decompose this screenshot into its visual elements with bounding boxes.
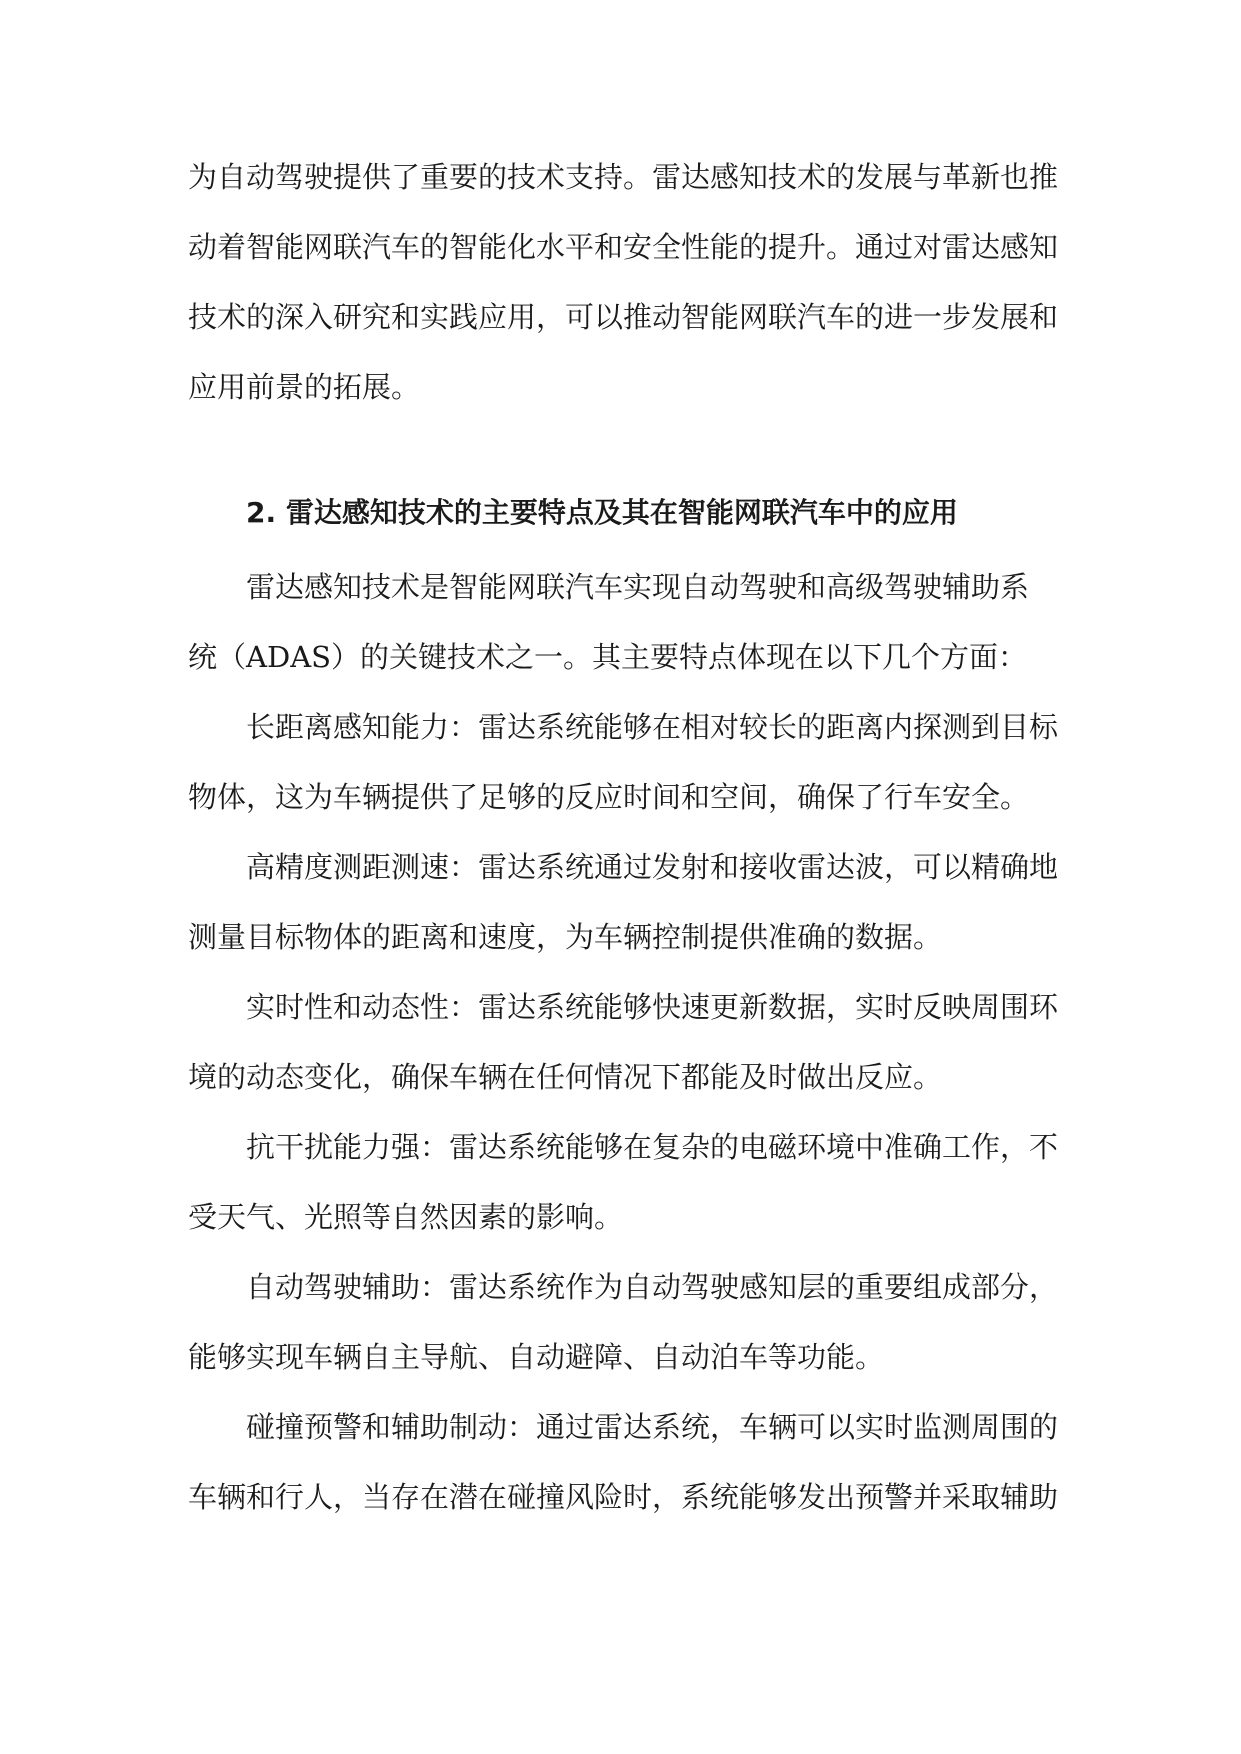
paragraph-line: 境的动态变化，确保车辆在任何情况下都能及时做出反应。 xyxy=(188,1060,943,1094)
paragraph-line: 为自动驾驶提供了重要的技术支持。雷达感知技术的发展与革新也推 xyxy=(188,160,1059,194)
paragraph-line: 动着智能网联汽车的智能化水平和安全性能的提升。通过对雷达感知 xyxy=(188,230,1059,264)
paragraph-line: 抗干扰能力强：雷达系统能够在复杂的电磁环境中准确工作，不 xyxy=(246,1130,1059,1164)
section-heading: 2. 雷达感知技术的主要特点及其在智能网联汽车中的应用 xyxy=(246,496,958,529)
paragraph-line: 技术的深入研究和实践应用，可以推动智能网联汽车的进一步发展和 xyxy=(188,300,1059,334)
paragraph-line: 长距离感知能力：雷达系统能够在相对较长的距离内探测到目标 xyxy=(246,710,1059,744)
body-paragraph xyxy=(188,1112,1058,1252)
body-paragraph xyxy=(188,1252,1058,1392)
paragraph-line: 测量目标物体的距离和速度，为车辆控制提供准确的数据。 xyxy=(188,920,943,954)
intro-paragraph xyxy=(188,142,1058,422)
page-content xyxy=(188,142,1058,1532)
body-paragraph xyxy=(188,1392,1058,1532)
body-paragraph xyxy=(188,692,1058,832)
paragraph-line: 高精度测距测速：雷达系统通过发射和接收雷达波，可以精确地 xyxy=(246,850,1059,884)
body-paragraph xyxy=(188,832,1058,972)
paragraph-line: 物体，这为车辆提供了足够的反应时间和空间，确保了行车安全。 xyxy=(188,780,1030,814)
body-paragraph xyxy=(188,972,1058,1112)
paragraph-line: 雷达感知技术是智能网联汽车实现自动驾驶和高级驾驶辅助系 xyxy=(246,570,1030,604)
paragraph-line: 能够实现车辆自主导航、自动避障、自动泊车等功能。 xyxy=(188,1340,885,1374)
paragraph-line: 受天气、光照等自然因素的影响。 xyxy=(188,1200,624,1234)
body-paragraph xyxy=(188,552,1058,692)
paragraph-line: 车辆和行人，当存在潜在碰撞风险时，系统能够发出预警并采取辅助 xyxy=(188,1480,1059,1514)
paragraph-line: 应用前景的拓展。 xyxy=(188,370,421,404)
paragraph-line: 统（ADAS）的关键技术之一。其主要特点体现在以下几个方面： xyxy=(188,640,1028,674)
paragraph-line: 碰撞预警和辅助制动：通过雷达系统，车辆可以实时监测周围的 xyxy=(246,1410,1059,1444)
paragraph-line: 实时性和动态性：雷达系统能够快速更新数据，实时反映周围环 xyxy=(246,990,1059,1024)
paragraph-line: 自动驾驶辅助：雷达系统作为自动驾驶感知层的重要组成部分， xyxy=(246,1270,1059,1304)
